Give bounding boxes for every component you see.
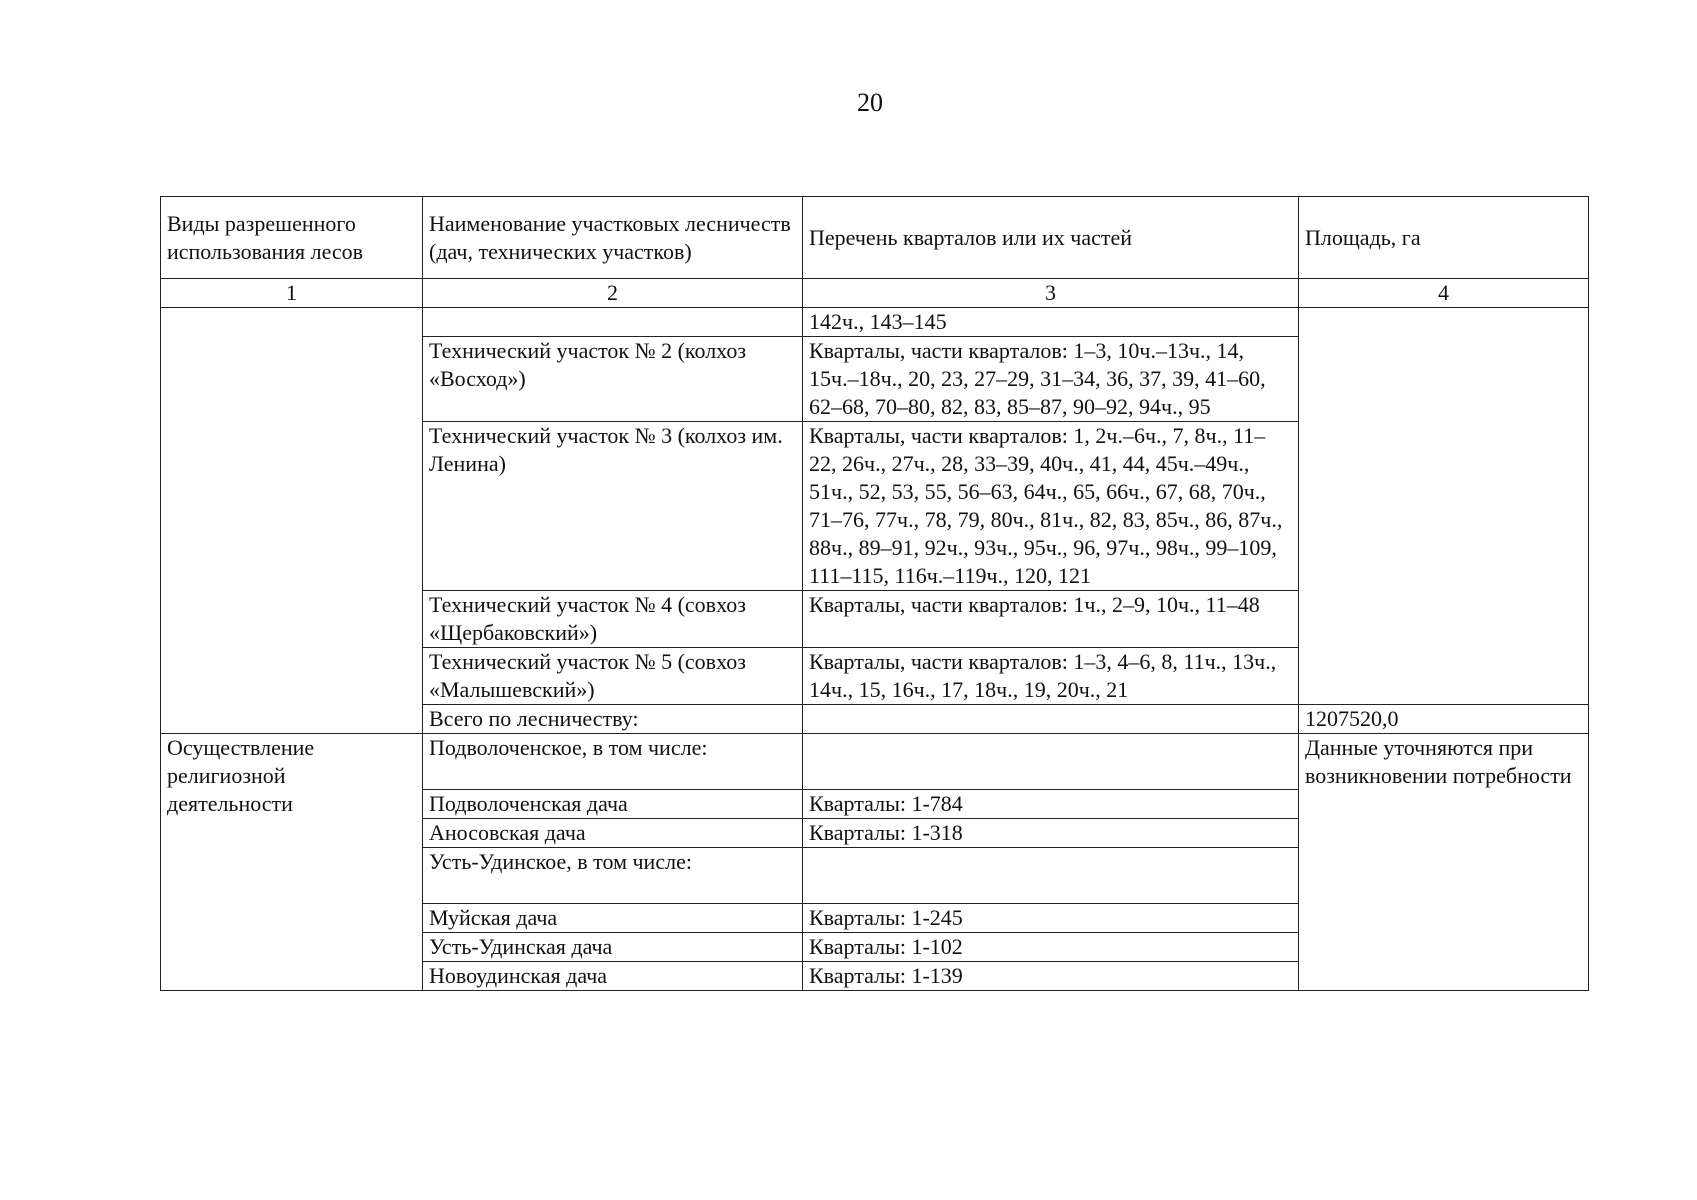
forestry-name-cell: Технический участок № 2 (колхоз «Восход») [423, 337, 803, 422]
table-row [161, 308, 1589, 337]
page-number: 20 [857, 88, 883, 117]
quarters-cell: Кварталы: 1-784 [803, 790, 1299, 819]
column-number: 2 [423, 279, 803, 308]
forestry-name-cell: Подволоченская дача [423, 790, 803, 819]
forestry-name-cell: Подволоченское, в том числе: [423, 734, 803, 790]
quarters-cell: Кварталы: 1-318 [803, 819, 1299, 848]
quarters-cell [803, 848, 1299, 904]
forestry-name-cell: Технический участок № 4 (совхоз «Щербаковский») [423, 591, 803, 648]
quarters-cell: Кварталы, части кварталов: 1–3, 4–6, 8, 11ч., 13ч., 14ч., 15, 16ч., 17, 18ч., 19, 20ч., 21 [803, 648, 1299, 705]
forestry-name-cell: Усть-Удинская дача [423, 933, 803, 962]
header-use-type: Виды разрешенного использования лесов [161, 197, 423, 279]
forestry-name-cell: Технический участок № 5 (совхоз «Малышевский») [423, 648, 803, 705]
header-row [161, 197, 1589, 279]
quarters-cell [803, 734, 1299, 790]
forest-use-table [160, 196, 1589, 991]
use-type-cell-empty [161, 308, 423, 734]
table-row [161, 734, 1589, 790]
header-quarters: Перечень кварталов или их частей [803, 197, 1299, 279]
forestry-name-cell: Технический участок № 3 (колхоз им. Ленина) [423, 422, 803, 591]
quarters-cell: Кварталы, части кварталов: 1ч., 2–9, 10ч., 11–48 [803, 591, 1299, 648]
total-area: 1207520,0 [1299, 705, 1589, 734]
column-number: 1 [161, 279, 423, 308]
quarters-cell: 142ч., 143–145 [803, 308, 1299, 337]
forestry-name-cell: Усть-Удинское, в том числе: [423, 848, 803, 904]
quarters-cell: Кварталы: 1-139 [803, 962, 1299, 991]
use-type-cell: Осуществление религиозной деятельности [161, 734, 423, 991]
column-number-row [161, 279, 1589, 308]
column-number: 3 [803, 279, 1299, 308]
forestry-name-cell: Аносовская дача [423, 819, 803, 848]
total-label: Всего по лесничеству: [423, 705, 803, 734]
header-area: Площадь, га [1299, 197, 1589, 279]
quarters-cell: Кварталы: 1-245 [803, 904, 1299, 933]
area-note-cell: Данные уточняются при возникновении потребности [1299, 734, 1589, 991]
column-number: 4 [1299, 279, 1589, 308]
quarters-cell: Кварталы: 1-102 [803, 933, 1299, 962]
area-cell-empty [1299, 308, 1589, 705]
forestry-name-cell [423, 308, 803, 337]
quarters-cell-empty [803, 705, 1299, 734]
forestry-name-cell: Новоудинская дача [423, 962, 803, 991]
header-forestry-name: Наименование участковых лесничеств (дач, технических участков) [423, 197, 803, 279]
forestry-name-cell: Муйская дача [423, 904, 803, 933]
quarters-cell: Кварталы, части кварталов: 1–3, 10ч.–13ч., 14, 15ч.–18ч., 20, 23, 27–29, 31–34, 36, 37, 39, 41–60, 62–68, 70–80, 82, 83, 85–87, 90–92, 94ч., 95 [803, 337, 1299, 422]
quarters-cell: Кварталы, части кварталов: 1, 2ч.–6ч., 7, 8ч., 11–22, 26ч., 27ч., 28, 33–39, 40ч., 41, 44, 45ч.–49ч., 51ч., 52, 53, 55, 56–63, 64ч., 65, 66ч., 67, 68, 70ч., 71–76, 77ч., 78, 79, 80ч., 81ч., 82, 83, 85ч., 86, 87ч., 88ч., 89–91, 92ч., 93ч., 95ч., 96, 97ч., 98ч., 99–109, 111–115, 116ч.–119ч., 120, 121 [803, 422, 1299, 591]
